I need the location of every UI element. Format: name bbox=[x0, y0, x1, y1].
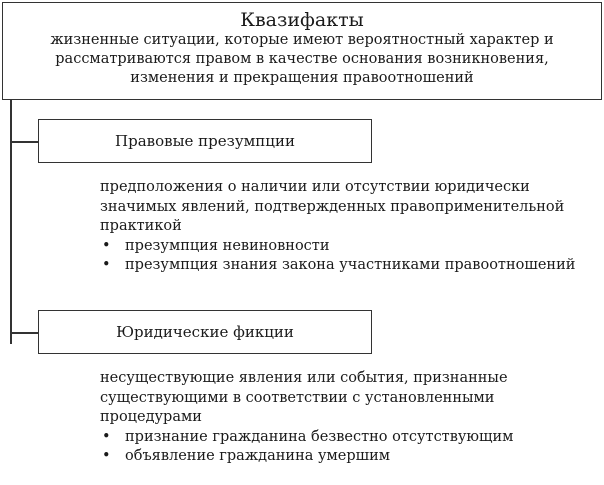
bullet-icon: • bbox=[102, 257, 111, 273]
bullet-icon: • bbox=[102, 237, 111, 254]
legal-fictions-title: Юридические фикции bbox=[116, 323, 294, 341]
list-item-text: презумпция невиновности bbox=[125, 237, 330, 254]
description-line: рассматриваются правом в качестве основания возникновения, bbox=[55, 51, 549, 67]
list-item bbox=[100, 447, 600, 467]
connector-vertical-line bbox=[10, 100, 12, 344]
bullet-icon: • bbox=[102, 428, 111, 445]
legal-presumptions-description bbox=[100, 178, 600, 276]
quasi-facts-description bbox=[3, 31, 601, 88]
legal-presumptions-box bbox=[38, 119, 372, 163]
description-line: значимых явлений, подтвержденных правоприменительной bbox=[100, 198, 565, 215]
list-item bbox=[100, 237, 600, 257]
legal-fictions-description bbox=[100, 369, 600, 467]
presumptions-bullet-list bbox=[100, 237, 600, 276]
quasi-facts-title: Квазифакты bbox=[240, 9, 364, 31]
description-line: практикой bbox=[100, 218, 182, 234]
description-line: изменения и прекращения правоотношений bbox=[130, 70, 474, 86]
connector-line-fictions bbox=[10, 332, 38, 334]
list-item-text: признание гражданина безвестно отсутствующим bbox=[125, 428, 514, 445]
legal-fictions-box bbox=[38, 310, 372, 354]
description-line: несуществующие явления или события, признанные bbox=[100, 370, 508, 386]
list-item bbox=[100, 256, 600, 276]
list-item-text: презумпция знания закона участниками правоотношений bbox=[125, 257, 576, 273]
legal-presumptions-title: Правовые презумпции bbox=[115, 132, 295, 150]
fictions-bullet-list bbox=[100, 428, 600, 467]
bullet-icon: • bbox=[102, 448, 111, 464]
description-line: жизненные ситуации, которые имеют вероятностный характер и bbox=[50, 32, 554, 48]
connector-line-presumptions bbox=[10, 141, 38, 143]
description-line: существующими в соответствии с установленными bbox=[100, 389, 495, 406]
list-item-text: объявление гражданина умершим bbox=[125, 448, 391, 464]
description-line: процедурами bbox=[100, 409, 202, 425]
description-line: предположения о наличии или отсутствии юридически bbox=[100, 179, 530, 195]
list-item bbox=[100, 428, 600, 448]
quasi-facts-box bbox=[2, 2, 602, 100]
